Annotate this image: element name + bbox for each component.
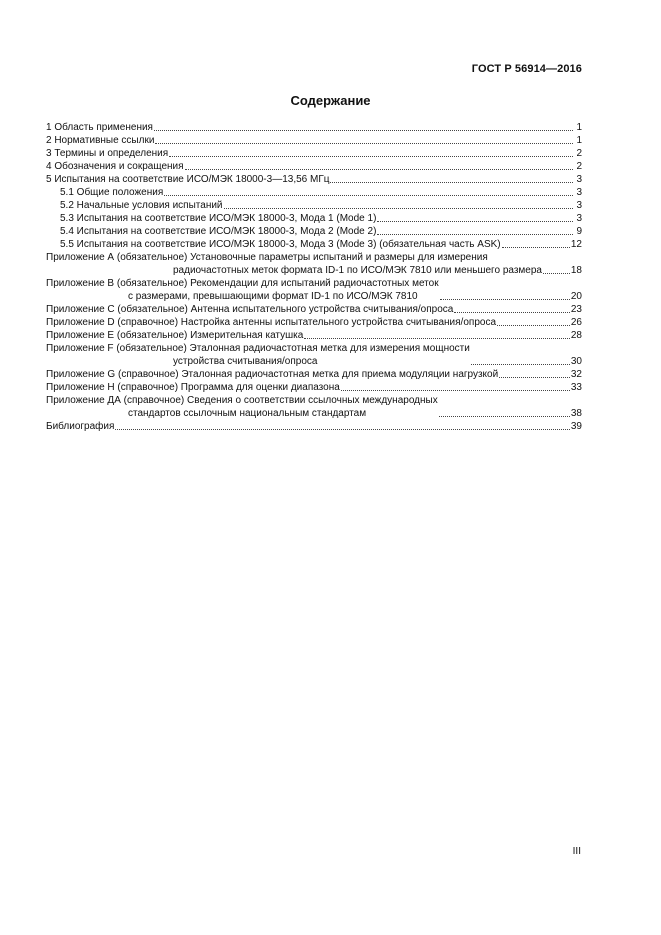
toc-page-number: 1 [576, 135, 582, 146]
toc-entry-title-continued: стандартов ссылочным национальным стандартам [128, 408, 367, 419]
dot-leader [471, 360, 570, 365]
toc-page-number: 23 [570, 304, 582, 315]
toc-entry[interactable] [46, 368, 582, 381]
toc-entry[interactable] [46, 199, 582, 212]
toc-entry-title: 2 Нормативные ссылки [46, 135, 155, 146]
toc-page-number: 2 [576, 161, 582, 172]
toc-page-number: 2 [576, 148, 582, 159]
toc-entry[interactable] [46, 173, 582, 186]
toc-entry-title: 1 Область применения [46, 122, 153, 133]
toc-entry-title: 5.4 Испытания на соответствие ИСО/МЭК 18000-3, Мода 2 (Mode 2) [60, 226, 377, 237]
toc-page-number: 3 [576, 187, 582, 198]
toc-page-number: 9 [576, 226, 582, 237]
dot-leader [497, 321, 570, 326]
dot-leader [439, 412, 570, 417]
toc-entry[interactable] [46, 134, 582, 147]
toc-page-number: 33 [570, 382, 582, 393]
toc-page-number: 3 [576, 213, 582, 224]
toc-entry-title: Приложение Е (обязательное) Измерительная катушка [46, 330, 304, 341]
toc-page-number: 1 [576, 122, 582, 133]
dot-leader [154, 126, 573, 131]
toc-entry-title: 5.3 Испытания на соответствие ИСО/МЭК 18000-3, Мода 1 (Mode 1) [60, 213, 377, 224]
toc-page-number: 39 [570, 421, 582, 432]
toc-entry[interactable] [46, 342, 582, 368]
toc-page-number: 38 [570, 408, 582, 419]
toc-page-number: 26 [570, 317, 582, 328]
toc-entry[interactable] [46, 212, 582, 225]
dot-leader [330, 178, 573, 183]
toc-page-number: 18 [570, 265, 582, 276]
dot-leader [502, 243, 570, 248]
toc-entry-title: Библиография [46, 421, 115, 432]
toc-entry-title: 5.2 Начальные условия испытаний [60, 200, 223, 211]
toc-page-number: 3 [576, 200, 582, 211]
toc-entry-title: 4 Обозначения и сокращения [46, 161, 184, 172]
toc-entry[interactable] [46, 147, 582, 160]
toc-page-number: 28 [570, 330, 582, 341]
toc-entry-title-continued: с размерами, превышающими формат ID-1 по ИСО/МЭК 7810 [128, 291, 418, 302]
toc-entry[interactable] [46, 316, 582, 329]
toc-entry[interactable] [46, 238, 582, 251]
page-number: III [572, 846, 581, 857]
toc-page-number: 3 [576, 174, 582, 185]
toc-entry-title: Приложение F (обязательное) Эталонная радиочастотная метка для измерения мощности [46, 343, 470, 354]
toc-entry[interactable] [46, 121, 582, 134]
toc-entry[interactable] [46, 381, 582, 394]
toc-entry-title: Приложение Н (справочное) Программа для оценки диапазона [46, 382, 340, 393]
dot-leader [185, 165, 573, 170]
dot-leader [164, 191, 573, 196]
dot-leader [543, 269, 570, 274]
toc-entry-title: Приложение А (обязательное) Установочные параметры испытаний и размеры для измерения [46, 252, 488, 263]
dot-leader [499, 373, 570, 378]
toc-entry-title: 5.1 Общие положения [60, 187, 164, 198]
dot-leader [440, 295, 570, 300]
toc-entry-title: Приложение ДА (справочное) Сведения о соответствии ссылочных международных [46, 395, 438, 406]
toc-page-number: 30 [570, 356, 582, 367]
toc-entry[interactable] [46, 303, 582, 316]
toc-page-number: 20 [570, 291, 582, 302]
page-title: Содержание [290, 93, 371, 108]
toc-entry-title: Приложение G (справочное) Эталонная радиочастотная метка для приема модуляции нагрузкой [46, 369, 499, 380]
toc-entry[interactable] [46, 251, 582, 277]
toc-entry-title: Приложение С (обязательное) Антенна испытательного устройства считывания/опроса [46, 304, 454, 315]
toc-entry-title: Приложение В (обязательное) Рекомендации для испытаний радиочастотных меток [46, 278, 439, 289]
dot-leader [454, 308, 570, 313]
dot-leader [377, 217, 573, 222]
toc-page-number: 12 [570, 239, 582, 250]
toc-page-number: 32 [570, 369, 582, 380]
toc-entry[interactable] [46, 225, 582, 238]
toc-entry[interactable] [46, 277, 582, 303]
toc-entry-title-continued: устройства считывания/опроса [173, 356, 318, 367]
dot-leader [341, 386, 570, 391]
toc-entry-title: 3 Термины и определения [46, 148, 169, 159]
toc-entry[interactable] [46, 394, 582, 420]
toc-entry[interactable] [46, 420, 582, 433]
dot-leader [377, 230, 573, 235]
toc-entry-title: Приложение D (справочное) Настройка антенны испытательного устройства считывания/опроса [46, 317, 496, 328]
dot-leader [304, 334, 570, 339]
toc-entry-title: 5 Испытания на соответствие ИСО/МЭК 18000-3—13,56 МГц [46, 174, 330, 185]
table-of-contents [46, 121, 582, 433]
toc-entry[interactable] [46, 160, 582, 173]
dot-leader [115, 425, 569, 430]
dot-leader [224, 204, 573, 209]
dot-leader [155, 139, 573, 144]
toc-entry[interactable] [46, 329, 582, 342]
toc-entry[interactable] [46, 186, 582, 199]
toc-entry-title-continued: радиочастотных меток формата ID-1 по ИСО/МЭК 7810 или меньшего размера [173, 265, 542, 276]
standard-designation: ГОСТ Р 56914—2016 [471, 63, 582, 75]
dot-leader [169, 152, 573, 157]
toc-entry-title: 5.5 Испытания на соответствие ИСО/МЭК 18000-3, Мода 3 (Mode 3) (обязательная часть ASK) [60, 239, 501, 250]
